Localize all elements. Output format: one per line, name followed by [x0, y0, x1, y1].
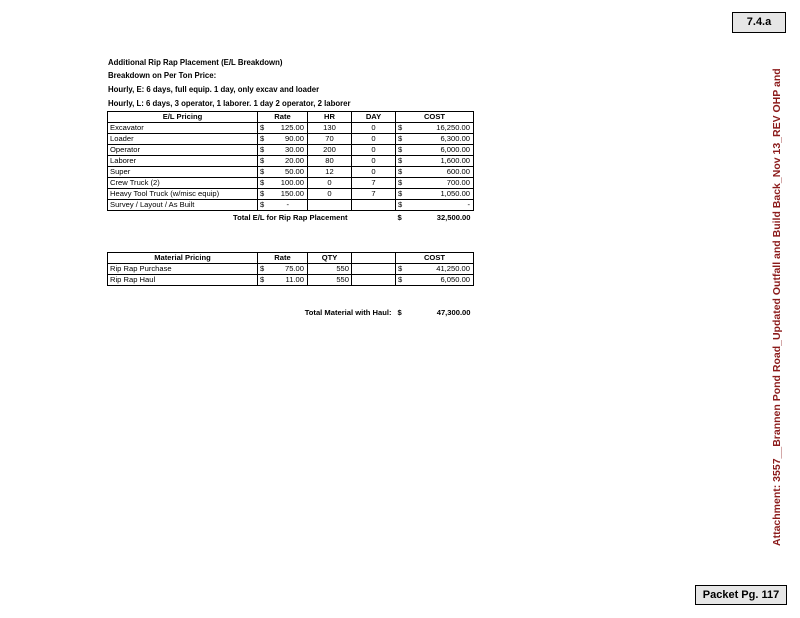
row-cost: 1,050.00 [408, 189, 474, 200]
row-item: Loader [108, 134, 258, 145]
row-item: Heavy Tool Truck (w/misc equip) [108, 189, 258, 200]
row-qty: 550 [308, 275, 352, 286]
heading-hourly-l: Hourly, L: 6 days, 3 operator, 1 laborer. 1 day 2 operator, 2 laborer [108, 99, 351, 108]
row-day [352, 200, 396, 211]
col-header-item: E/L Pricing [108, 112, 258, 123]
row-cost-currency: $ [396, 200, 408, 211]
el-pricing-table [107, 111, 474, 224]
page-tag: 7.4.a [732, 12, 786, 33]
el-total-currency: $ [397, 213, 402, 222]
row-rate: 20.00 [270, 156, 308, 167]
row-cost-currency: $ [396, 145, 408, 156]
row-item: Excavator [108, 123, 258, 134]
row-rate-currency: $ [258, 275, 270, 286]
material-total-row [108, 306, 474, 319]
row-cost-currency: $ [396, 134, 408, 145]
el-total-spacer [352, 211, 396, 225]
col-header-rate: Rate [258, 112, 308, 123]
row-rate: 11.00 [270, 275, 308, 286]
row-item: Laborer [108, 156, 258, 167]
material-spacer-cell [108, 286, 474, 306]
col-header-material: Material Pricing [108, 253, 258, 264]
col-header-material-cost: COST [396, 253, 474, 264]
row-day: 0 [352, 167, 396, 178]
row-blank [352, 264, 396, 275]
row-cost: 16,250.00 [408, 123, 474, 134]
table-row [108, 275, 474, 286]
row-rate: 50.00 [270, 167, 308, 178]
table-row [108, 123, 474, 134]
row-rate: - [270, 200, 308, 211]
row-hr: 200 [308, 145, 352, 156]
row-hr: 70 [308, 134, 352, 145]
col-header-hr: HR [308, 112, 352, 123]
el-total-value: 32,500.00 [436, 213, 471, 222]
row-cost: - [408, 200, 474, 211]
row-day: 0 [352, 134, 396, 145]
row-cost-currency: $ [396, 264, 408, 275]
row-rate: 30.00 [270, 145, 308, 156]
el-total-row [108, 211, 474, 225]
row-cost-currency: $ [396, 189, 408, 200]
row-rate-currency: $ [258, 156, 270, 167]
row-hr: 0 [308, 189, 352, 200]
row-rate: 100.00 [270, 178, 308, 189]
table-row [108, 156, 474, 167]
row-rate: 90.00 [270, 134, 308, 145]
packet-page-label: Packet Pg. 117 [695, 585, 787, 605]
row-rate-currency: $ [258, 178, 270, 189]
row-cost: 6,300.00 [408, 134, 474, 145]
material-total-value: 47,300.00 [436, 307, 471, 317]
row-qty: 550 [308, 264, 352, 275]
attachment-label: Attachment: 3557__Brannen Pond Road_Updated Outfall and Build Back_Nov 13_REV OHP and [771, 68, 783, 546]
col-header-qty: QTY [308, 253, 352, 264]
row-day: 0 [352, 156, 396, 167]
material-spacer-row [108, 286, 474, 306]
row-item: Crew Truck (2) [108, 178, 258, 189]
table-row [108, 189, 474, 200]
row-hr: 0 [308, 178, 352, 189]
row-rate-currency: $ [258, 134, 270, 145]
heading-title: Additional Rip Rap Placement (E/L Breakdown) [108, 58, 283, 67]
table-row [108, 145, 474, 156]
table-row [108, 134, 474, 145]
table-row [108, 200, 474, 211]
row-item: Survey / Layout / As Built [108, 200, 258, 211]
row-hr: 12 [308, 167, 352, 178]
el-table-body [108, 123, 474, 211]
row-cost-currency: $ [396, 167, 408, 178]
row-rate-currency: $ [258, 189, 270, 200]
heading-breakdown: Breakdown on Per Ton Price: [108, 71, 217, 80]
row-cost: 6,000.00 [408, 145, 474, 156]
material-table-body [108, 264, 474, 286]
row-cost: 600.00 [408, 167, 474, 178]
material-pricing-table [107, 252, 474, 319]
material-header-row [108, 253, 474, 264]
row-cost-currency: $ [396, 275, 408, 286]
row-cost-currency: $ [396, 156, 408, 167]
row-item: Super [108, 167, 258, 178]
row-day: 7 [352, 189, 396, 200]
row-rate: 125.00 [270, 123, 308, 134]
table-row [108, 178, 474, 189]
col-header-material-rate: Rate [258, 253, 308, 264]
table-row [108, 264, 474, 275]
row-day: 0 [352, 123, 396, 134]
heading-hourly-e: Hourly, E: 6 days, full equip. 1 day, only excav and loader [108, 85, 320, 94]
row-hr [308, 200, 352, 211]
material-total-label: Total Material with Haul: [304, 307, 392, 317]
row-cost-currency: $ [396, 123, 408, 134]
row-item: Operator [108, 145, 258, 156]
row-hr: 130 [308, 123, 352, 134]
col-header-blank [352, 253, 396, 264]
row-day: 7 [352, 178, 396, 189]
row-item: Rip Rap Haul [108, 275, 258, 286]
row-cost: 6,050.00 [408, 275, 474, 286]
row-rate-currency: $ [258, 264, 270, 275]
el-total-label: Total E/L for Rip Rap Placement [233, 213, 348, 222]
el-header-row [108, 112, 474, 123]
row-cost: 700.00 [408, 178, 474, 189]
row-rate-currency: $ [258, 167, 270, 178]
row-cost: 1,600.00 [408, 156, 474, 167]
row-hr: 80 [308, 156, 352, 167]
row-rate-currency: $ [258, 200, 270, 211]
row-rate-currency: $ [258, 145, 270, 156]
row-rate: 75.00 [270, 264, 308, 275]
col-header-cost: COST [396, 112, 474, 123]
material-total-currency: $ [397, 307, 402, 317]
col-header-day: DAY [352, 112, 396, 123]
row-rate-currency: $ [258, 123, 270, 134]
row-cost-currency: $ [396, 178, 408, 189]
table-row [108, 167, 474, 178]
row-item: Rip Rap Purchase [108, 264, 258, 275]
row-rate: 150.00 [270, 189, 308, 200]
row-blank [352, 275, 396, 286]
row-cost: 41,250.00 [408, 264, 474, 275]
row-day: 0 [352, 145, 396, 156]
